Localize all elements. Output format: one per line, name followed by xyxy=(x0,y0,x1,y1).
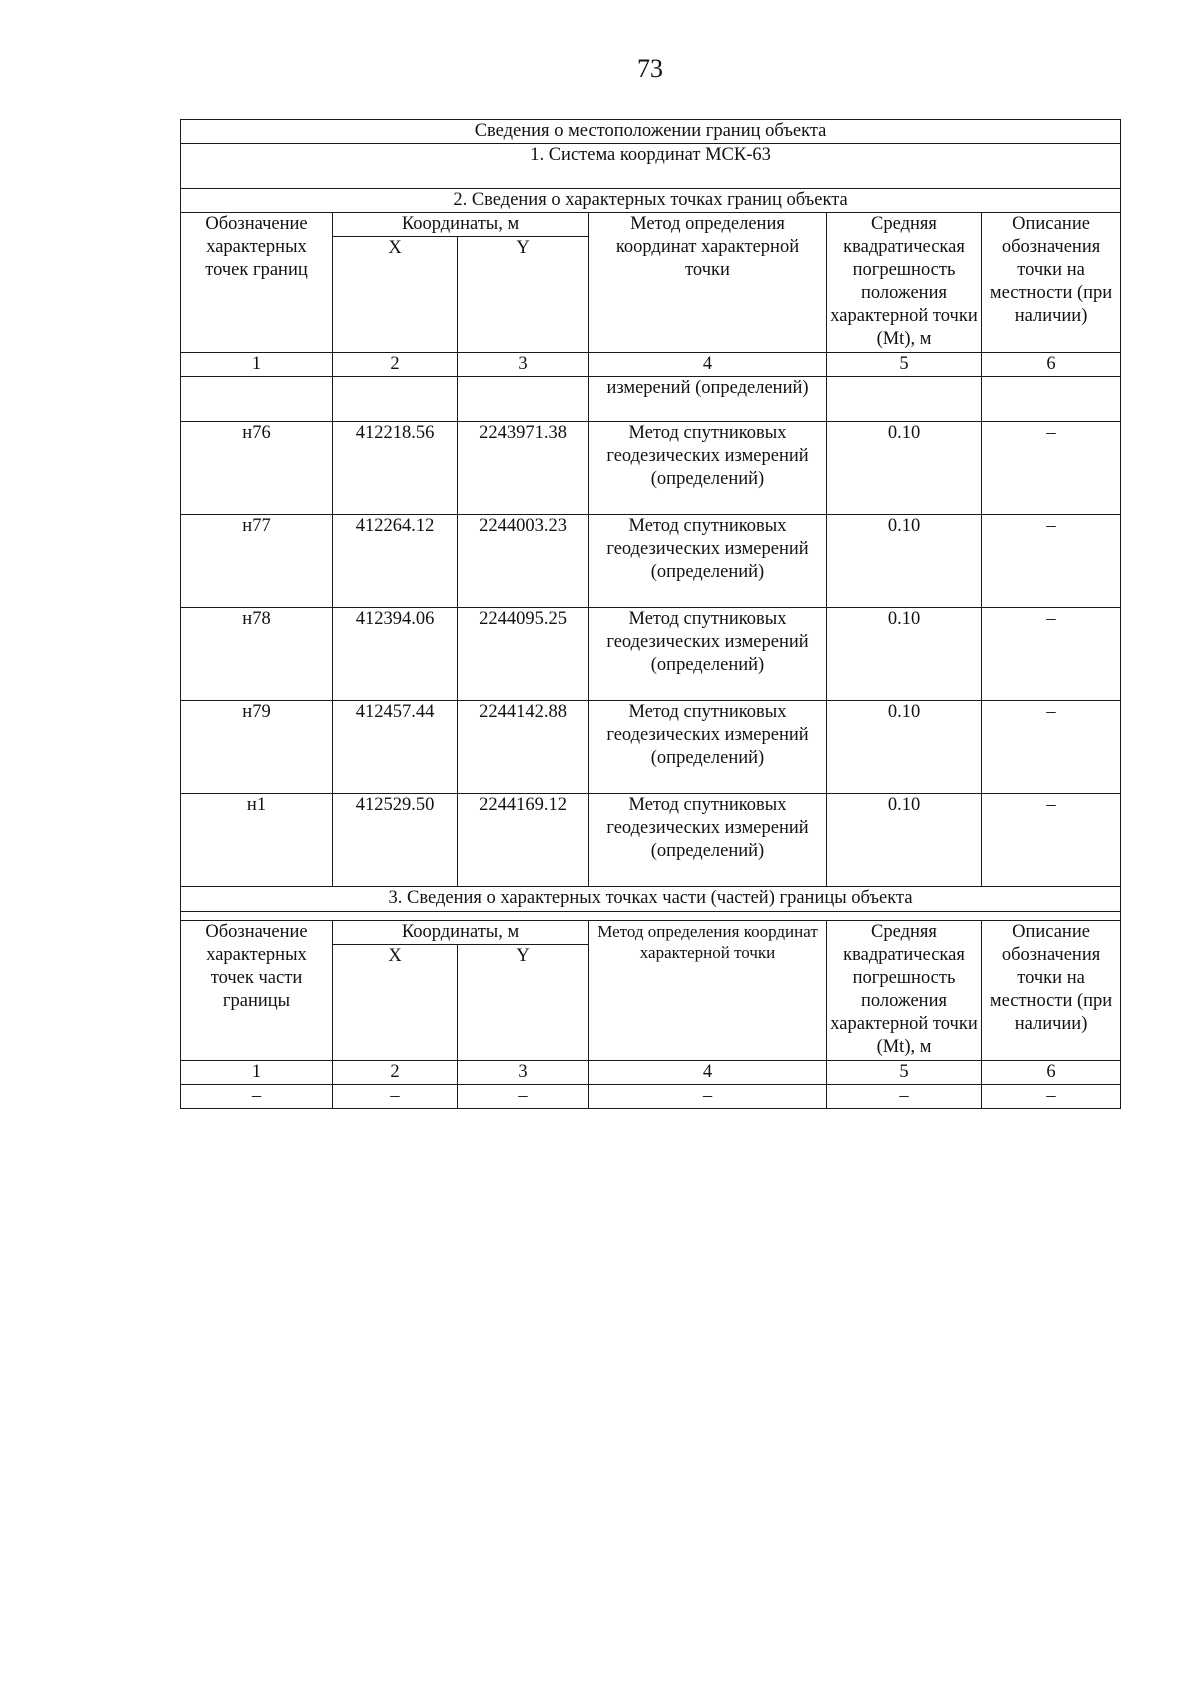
header3-description: Описание обозначения точки на местности (при наличии) xyxy=(982,921,1121,1061)
col3-number-1: 1 xyxy=(181,1061,333,1085)
section3-gap xyxy=(181,912,1121,921)
header3-x: X xyxy=(333,945,458,1061)
description: – xyxy=(982,422,1121,515)
header-accuracy: Средняя квадратическая погрешность положения характерной точки (Mt), м xyxy=(827,213,982,353)
continuation-cell-empty xyxy=(827,377,982,422)
point-id: н78 xyxy=(181,608,333,701)
coord-x: 412394.06 xyxy=(333,608,458,701)
header-point-designation: Обозначение характерных точек границ xyxy=(181,213,333,353)
method: Метод спутниковых геодезических измерений (определений) xyxy=(589,701,827,794)
header-coordinates: Координаты, м xyxy=(333,213,589,237)
header-method: Метод определения координат характерной точки xyxy=(589,213,827,353)
accuracy: 0.10 xyxy=(827,515,982,608)
method: Метод спутниковых геодезических измерений (определений) xyxy=(589,608,827,701)
col-number-6: 6 xyxy=(982,353,1121,377)
coord-y: 2244095.25 xyxy=(458,608,589,701)
point-id: н79 xyxy=(181,701,333,794)
accuracy: 0.10 xyxy=(827,701,982,794)
col3-number-4: 4 xyxy=(589,1061,827,1085)
coord-y: 2244169.12 xyxy=(458,794,589,887)
coord-y: 2244003.23 xyxy=(458,515,589,608)
method: Метод спутниковых геодезических измерений (определений) xyxy=(589,794,827,887)
col-number-3: 3 xyxy=(458,353,589,377)
boundary-table-sheet xyxy=(180,119,1120,1109)
col-number-2: 2 xyxy=(333,353,458,377)
coordinate-system: 1. Система координат МСК-63 xyxy=(181,144,1121,189)
col-number-4: 4 xyxy=(589,353,827,377)
section2-title: 2. Сведения о характерных точках границ объекта xyxy=(181,189,1121,213)
table-row xyxy=(181,515,1121,608)
table-title: Сведения о местоположении границ объекта xyxy=(181,120,1121,144)
empty-cell: – xyxy=(333,1085,458,1109)
header3-y: Y xyxy=(458,945,589,1061)
col3-number-5: 5 xyxy=(827,1061,982,1085)
coord-x: 412529.50 xyxy=(333,794,458,887)
accuracy: 0.10 xyxy=(827,608,982,701)
description: – xyxy=(982,701,1121,794)
table-row xyxy=(181,608,1121,701)
continuation-method: измерений (определений) xyxy=(589,377,827,422)
empty-cell: – xyxy=(982,1085,1121,1109)
empty-cell: – xyxy=(827,1085,982,1109)
continuation-cell-empty xyxy=(458,377,589,422)
header3-point-designation: Обозначение характерных точек части границы xyxy=(181,921,333,1061)
point-id: н1 xyxy=(181,794,333,887)
coord-y: 2243971.38 xyxy=(458,422,589,515)
page-number: 73 xyxy=(637,54,663,83)
header3-method: Метод определения координат характерной точки xyxy=(589,921,827,1061)
col3-number-2: 2 xyxy=(333,1061,458,1085)
col-number-5: 5 xyxy=(827,353,982,377)
point-id: н77 xyxy=(181,515,333,608)
col-number-1: 1 xyxy=(181,353,333,377)
empty-cell: – xyxy=(589,1085,827,1109)
empty-cell: – xyxy=(181,1085,333,1109)
continuation-cell-empty xyxy=(333,377,458,422)
empty-cell: – xyxy=(458,1085,589,1109)
header3-accuracy: Средняя квадратическая погрешность положения характерной точки (Mt), м xyxy=(827,921,982,1061)
description: – xyxy=(982,794,1121,887)
continuation-cell-empty xyxy=(982,377,1121,422)
header-x: X xyxy=(333,237,458,353)
description: – xyxy=(982,608,1121,701)
method: Метод спутниковых геодезических измерений (определений) xyxy=(589,515,827,608)
header-description: Описание обозначения точки на местности (при наличии) xyxy=(982,213,1121,353)
description: – xyxy=(982,515,1121,608)
col3-number-3: 3 xyxy=(458,1061,589,1085)
section3-title: 3. Сведения о характерных точках части (частей) границы объекта xyxy=(181,887,1121,912)
continuation-cell-empty xyxy=(181,377,333,422)
boundary-table xyxy=(180,119,1121,1109)
accuracy: 0.10 xyxy=(827,794,982,887)
coord-x: 412264.12 xyxy=(333,515,458,608)
method: Метод спутниковых геодезических измерений (определений) xyxy=(589,422,827,515)
coord-y: 2244142.88 xyxy=(458,701,589,794)
coord-x: 412457.44 xyxy=(333,701,458,794)
header-y: Y xyxy=(458,237,589,353)
point-id: н76 xyxy=(181,422,333,515)
col3-number-6: 6 xyxy=(982,1061,1121,1085)
coord-x: 412218.56 xyxy=(333,422,458,515)
table-row xyxy=(181,1085,1121,1109)
table-row xyxy=(181,422,1121,515)
table-row xyxy=(181,701,1121,794)
accuracy: 0.10 xyxy=(827,422,982,515)
table-row xyxy=(181,794,1121,887)
header3-coordinates: Координаты, м xyxy=(333,921,589,945)
